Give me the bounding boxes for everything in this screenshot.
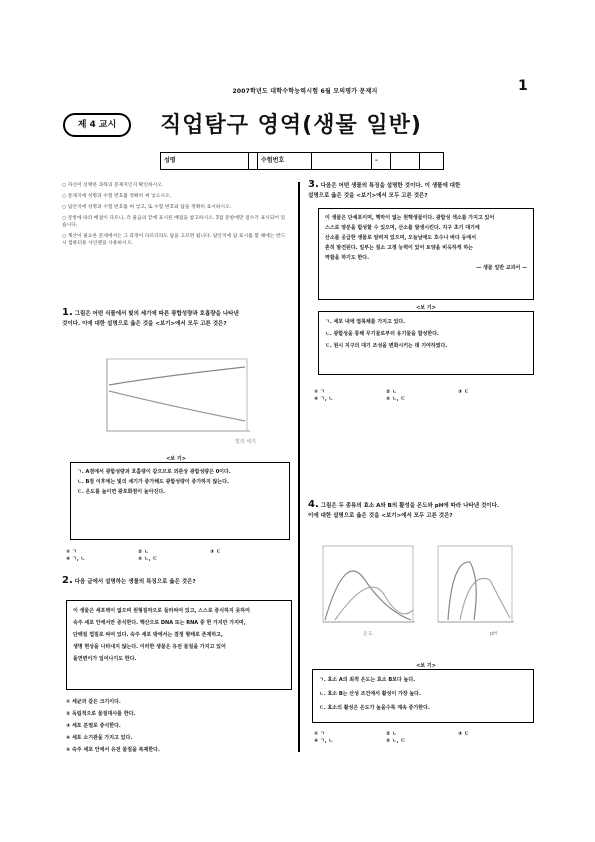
graph-caption: pH xyxy=(490,631,497,637)
notice-item: ○ 자신이 선택한 과목의 문제지인지 확인하시오. xyxy=(62,183,164,188)
question-text: 다음 글에서 설명하는 생물의 특징으로 옳은 것은? xyxy=(74,579,196,585)
period-badge: 제 4 교시 xyxy=(63,113,131,137)
passage-line: 이 생물은 단세포이며, 핵막이 없는 원핵생물이다. 광합성 색소를 가지고 있어 xyxy=(325,215,495,221)
passage-line: 단백질 껍질로 싸여 있다. 숙주 세포 밖에서는 결정 형태로 존재하고, xyxy=(73,632,223,638)
passage-line: 역할을 하기도 한다. xyxy=(325,255,370,261)
choice-2[interactable]: ② ㄴ xyxy=(138,549,149,555)
bogi-item: ㄷ. 원시 지구의 대기 조성을 변화시키는 데 기여하였다. xyxy=(325,343,448,349)
bogi-item: ㄱ. 세포 내에 엽록체를 가지고 있다. xyxy=(325,319,406,325)
passage-line: 돌연변이가 일어나기도 한다. xyxy=(73,656,137,662)
answer-choices xyxy=(66,548,291,562)
respiration-curve xyxy=(109,391,245,421)
enzyme-b-ph-curve xyxy=(460,578,510,620)
bogi-item: ㄴ. B점 이후에는 빛의 세기가 증가해도 광합성량이 증가하지 않는다. xyxy=(77,479,229,485)
bogi-label: <보 기> xyxy=(416,663,436,669)
graph-caption: 온도 xyxy=(363,631,373,637)
question-text: 그림은 어떤 식물에서 빛의 세기에 따른 광합성량과 호흡량을 나타낸 xyxy=(74,311,239,317)
choice-3[interactable]: ③ ㄷ xyxy=(210,549,221,555)
passage-line: 흔히 발견된다. 일부는 질소 고정 능력이 있어 토양을 비옥하게 하는 xyxy=(325,245,473,251)
q4-temperature-graph xyxy=(315,540,423,640)
passage-line: 스스로 양분을 합성할 수 있으며, 산소를 발생시킨다. 지구 초기 대기에 xyxy=(325,225,480,231)
passage-line: 산소를 공급한 생물로 알려져 있으며, 오늘날에도 호수나 바다 등에서 xyxy=(325,235,477,241)
choice-1[interactable]: ① 세균과 같은 크기이다. xyxy=(66,699,121,705)
answer-choices xyxy=(66,696,216,756)
choice-4[interactable]: ④ ㄱ, ㄴ xyxy=(314,396,334,402)
choice-4[interactable]: ④ ㄱ, ㄴ xyxy=(66,556,86,562)
choice-1[interactable]: ① ㄱ xyxy=(314,731,325,737)
notice-item: ○ 답안지에 성명과 수험 번호를 써 넣고, 또 수험 번호와 답을 정확히 표시하시오. xyxy=(62,205,232,210)
question-number: 1. xyxy=(62,307,73,318)
column-divider xyxy=(298,182,300,752)
passage-box xyxy=(318,208,534,300)
choice-3[interactable]: ③ ㄷ xyxy=(458,731,469,737)
choice-5[interactable]: ⑤ ㄴ, ㄷ xyxy=(138,556,158,562)
exam-header-line: 2007학년도 대학수학능력시험 6월 모의평가 문제지 xyxy=(232,88,378,95)
question-number: 2. xyxy=(62,575,73,586)
bogi-box xyxy=(318,311,534,375)
choice-3[interactable]: ③ 세포 분열로 증식한다. xyxy=(66,723,121,729)
bogi-item: ㄴ. 광합성을 통해 무기물로부터 유기물을 합성한다. xyxy=(325,331,439,337)
choice-3[interactable]: ③ ㄷ xyxy=(458,389,469,395)
bogi-box xyxy=(312,669,534,723)
question-1 xyxy=(62,308,290,329)
choice-5[interactable]: ⑤ 숙주 세포 안에서 유전 물질을 복제한다. xyxy=(66,747,160,753)
graph-frame xyxy=(107,359,247,431)
choice-5[interactable]: ⑤ ㄴ, ㄷ xyxy=(386,396,406,402)
question-text: 그림은 두 종류의 효소 A와 B의 활성을 온도와 pH에 따라 나타낸 것이다. xyxy=(320,503,499,509)
enzyme-a-curve xyxy=(325,571,411,620)
passage-box xyxy=(66,600,292,690)
passage-line: 생명 현상을 나타내지 않는다. 이러한 생물은 유전 물질을 가지고 있어 xyxy=(73,644,226,650)
q4-ph-graph xyxy=(430,540,525,640)
question-number: 3. xyxy=(308,179,319,190)
notice-item: ○ 계산이 필요한 문제에서는 그 과정이 다르더라도 답을 고르면 됩니다. 답안지에 답 표시를 할 때에는 반드시 컴퓨터용 사인펜을 사용하시오. xyxy=(62,234,286,246)
question-text: 다음은 어떤 생물의 특징을 설명한 것이다. 이 생물에 대한 xyxy=(320,183,461,189)
bogi-item: ㄱ. 효소 A의 최적 온도는 효소 B보다 높다. xyxy=(319,677,416,683)
passage-source: — 생물 일반 교과서 — xyxy=(476,265,527,271)
notice-item: ○ 문항에 따라 배점이 다르니, 각 물음의 끝에 표시된 배점을 참고하시오. 3점 문항에만 점수가 표시되어 있습니다. xyxy=(62,216,286,228)
name-number-bar xyxy=(160,152,444,170)
bogi-box xyxy=(70,462,290,540)
name-label: 성명 xyxy=(164,157,176,164)
bogi-label: <보 기> xyxy=(416,305,436,311)
choice-2[interactable]: ② ㄴ xyxy=(386,731,397,737)
q1-graph xyxy=(95,355,260,447)
question-text: 것이다. 이에 대한 설명으로 옳은 것을 <보기>에서 모두 고른 것은? xyxy=(62,321,227,327)
question-text: 이에 대한 설명으로 옳은 것을 <보기>에서 모두 고른 것은? xyxy=(308,513,453,519)
notice-item: ○ 문제지에 성명과 수험 번호를 정확히 써 넣으시오. xyxy=(62,194,172,199)
choice-5[interactable]: ⑤ ㄴ, ㄷ xyxy=(386,738,406,744)
question-number: 4. xyxy=(308,499,319,510)
number-label: 수험번호 xyxy=(257,153,312,169)
bogi-item: ㄷ. 효소의 활성은 온도가 높을수록 계속 증가한다. xyxy=(319,705,430,711)
passage-line: 숙주 세포 안에서만 증식한다. 핵산으로 DNA 또는 RNA 중 한 가지만 가지며, xyxy=(73,620,246,626)
passage-line: 이 생물은 세포벽이 없으며 원형질막으로 둘러싸여 있고, 스스로 증식하지 못하여 xyxy=(73,608,250,614)
photosynthesis-curve xyxy=(109,367,245,385)
answer-choices xyxy=(314,730,539,744)
choice-1[interactable]: ① ㄱ xyxy=(314,389,325,395)
bogi-item: ㄴ. 효소 B는 산성 조건에서 활성이 가장 높다. xyxy=(319,691,421,697)
choice-4[interactable]: ④ 세포 소기관을 가지고 있다. xyxy=(66,735,133,741)
bogi-label: <보 기> xyxy=(166,456,186,462)
question-4 xyxy=(308,500,536,521)
question-text: 설명으로 옳은 것을 <보기>에서 모두 고른 것은? xyxy=(308,193,428,199)
page-number: 1 xyxy=(518,78,528,94)
number-field-end xyxy=(419,153,423,169)
answer-choices xyxy=(314,388,539,402)
bogi-item: ㄷ. 온도를 높이면 광포화점이 높아진다. xyxy=(77,489,166,495)
bogi-item: ㄱ. A점에서 광합성량과 호흡량이 같으므로 외관상 광합성량은 0이다. xyxy=(77,469,231,475)
choice-2[interactable]: ② ㄴ xyxy=(386,389,397,395)
graph-caption: 빛의 세기 xyxy=(235,439,256,445)
instructions xyxy=(62,182,287,247)
page-title: 직업탐구 영역(생물 일반) xyxy=(160,113,422,138)
name-field[interactable] xyxy=(161,153,249,169)
number-hyphen: – xyxy=(371,153,391,169)
choice-1[interactable]: ① ㄱ xyxy=(66,549,77,555)
question-2 xyxy=(62,576,290,587)
question-3 xyxy=(308,180,536,201)
choice-4[interactable]: ④ ㄱ, ㄴ xyxy=(314,738,334,744)
choice-2[interactable]: ② 독립적으로 물질대사를 한다. xyxy=(66,711,136,717)
